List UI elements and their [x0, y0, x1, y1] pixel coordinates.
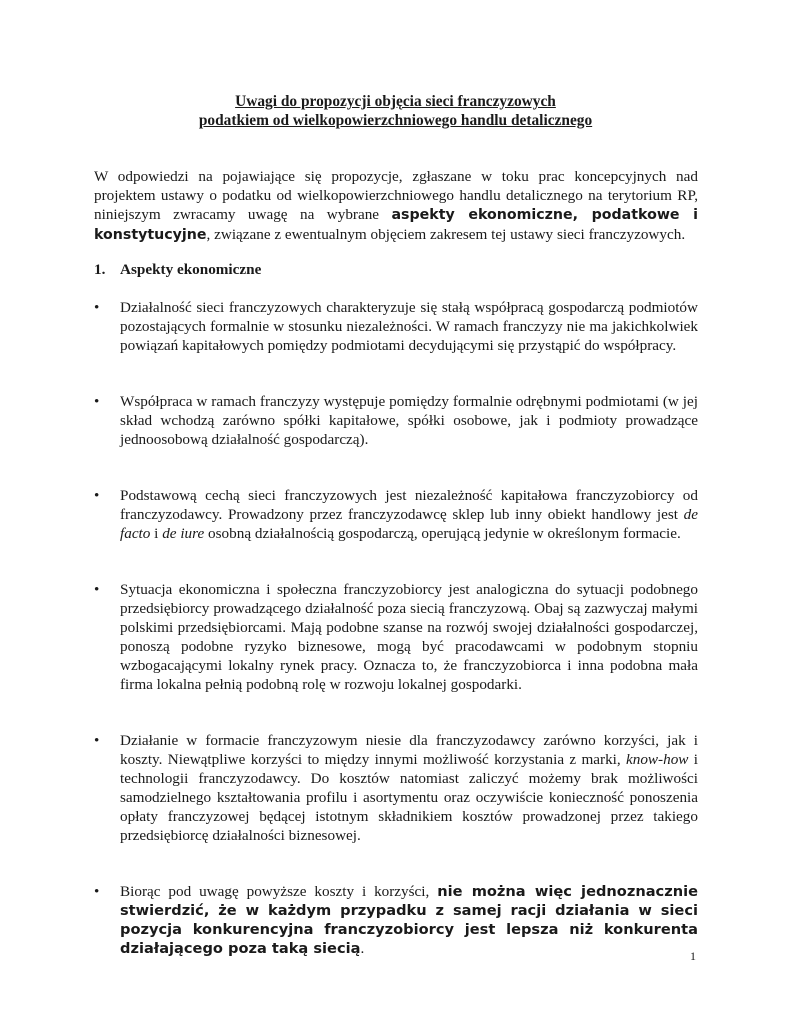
list-item	[94, 392, 698, 449]
bullet-text: i technologii franczyzodawcy. Do kosztów natomiast zaliczyć możemy brak możliwości samodzielnego kształtowania profilu i asortymentu oraz oczywiście konieczność ponoszenia opłaty franczyzowej będącej istotnym składnikiem kosztów prowadzonej przez takiego przedsiębiorcę działalności biznesowej.	[120, 751, 698, 844]
bullet-icon: •	[94, 487, 100, 504]
bullet-text: Działalność sieci franczyzowych charakteryzuje się stałą współpracą gospodarczą podmiotów pozostających formalnie w stosunku niezależności. W ramach franczyzy nie ma jakichkolwiek powiązań kapitałowych pomiędzy podmiotami decydującymi się przystąpić do współpracy.	[120, 299, 698, 354]
section-heading	[94, 260, 261, 279]
bullet-text: Sytuacja ekonomiczna i społeczna franczyzobiorcy jest analogiczna do sytuacji podobnego przedsiębiorcy prowadzącego działalność poza siecią franczyzową. Obaj są zazwyczaj małymi polskimi przedsiębiorcami. Mają podobne szanse na rozwój swojej działalności gospodarczej, ponoszą podobne ryzyko biznesowe, mogą być pracodawcami w podobnym stopniu wzbogacającymi lokalny rynek pracy. Oznacza to, że franczyzobiorca i inna podobna mała firma lokalna pełnią podobną rolę w rozwoju lokalnej gospodarki.	[120, 581, 698, 693]
bullet-icon: •	[94, 883, 100, 900]
section-title: Aspekty ekonomiczne	[120, 261, 262, 278]
bullet-text: Działanie w formacie franczyzowym niesie dla franczyzodawcy zarówno korzyści, jak i koszty. Niewątpliwe korzyści to między innymi możliwość korzystania z marki,	[120, 732, 698, 768]
intro-bold-text: aspekty ekonomiczne, podatkowe i konstytucyjne	[94, 207, 698, 243]
bullet-italic-text: de iure	[162, 525, 205, 542]
list-item	[94, 486, 698, 543]
bullet-list	[94, 298, 698, 995]
list-item	[94, 731, 698, 845]
intro-paragraph	[94, 167, 698, 245]
section-number: 1.	[94, 261, 106, 278]
bullet-text: Współpraca w ramach franczyzy występuje pomiędzy formalnie odrębnymi podmiotami (w jej skład wchodzą zarówno spółki kapitałowe, spółki osobowe, jak i podmioty prowadzące jednoosobową działalność gospodarczą).	[120, 393, 698, 448]
bullet-text: Podstawową cechą sieci franczyzowych jest niezależność kapitałowa franczyzobiorcy od franczyzodawcy. Prowadzony przez franczyzodawcę sklep lub inny obiekt handlowy jest	[120, 487, 698, 523]
bullet-icon: •	[94, 393, 100, 410]
bullet-icon: •	[94, 732, 100, 749]
bullet-text: Biorąc pod uwagę powyższe koszty i korzyści,	[120, 883, 438, 900]
bullet-text: osobną działalnością gospodarczą, operującą jedynie w określonym formacie.	[204, 525, 681, 542]
intro-text-2: , związane z ewentualnym objęciem zakresem tej ustawy sieci franczyzowych.	[206, 226, 686, 243]
bullet-bold-text: nie można więc jednoznacznie stwierdzić, że w każdym przypadku z samej racji działania w sieci pozycja konkurencyjna franczyzobiorcy jest lepsza niż konkurenta działającego poza taką siecią	[120, 883, 698, 957]
list-item	[94, 580, 698, 694]
bullet-icon: •	[94, 299, 100, 316]
bullet-text: i	[150, 525, 163, 542]
bullet-italic-text: de facto	[120, 506, 698, 542]
title-line-2: podatkiem od wielkopowierzchniowego handlu detalicznego	[198, 112, 593, 129]
page-number: 1	[690, 949, 696, 963]
list-item	[94, 298, 698, 355]
list-item	[94, 882, 698, 958]
intro-text-1: W odpowiedzi na pojawiające się propozycje, zgłaszane w toku prac koncepcyjnych nad projektem ustawy o podatku od wielkopowierzchniowego handlu detalicznego na terytorium RP, niniejszym zwracamy uwagę na wybrane	[94, 168, 698, 223]
bullet-icon: •	[94, 581, 100, 598]
title-line-1: Uwagi do propozycji objęcia sieci franczyzowych	[235, 93, 556, 110]
bullet-italic-text: know-how	[626, 751, 689, 768]
document-title	[0, 92, 791, 130]
bullet-text: .	[360, 940, 365, 957]
